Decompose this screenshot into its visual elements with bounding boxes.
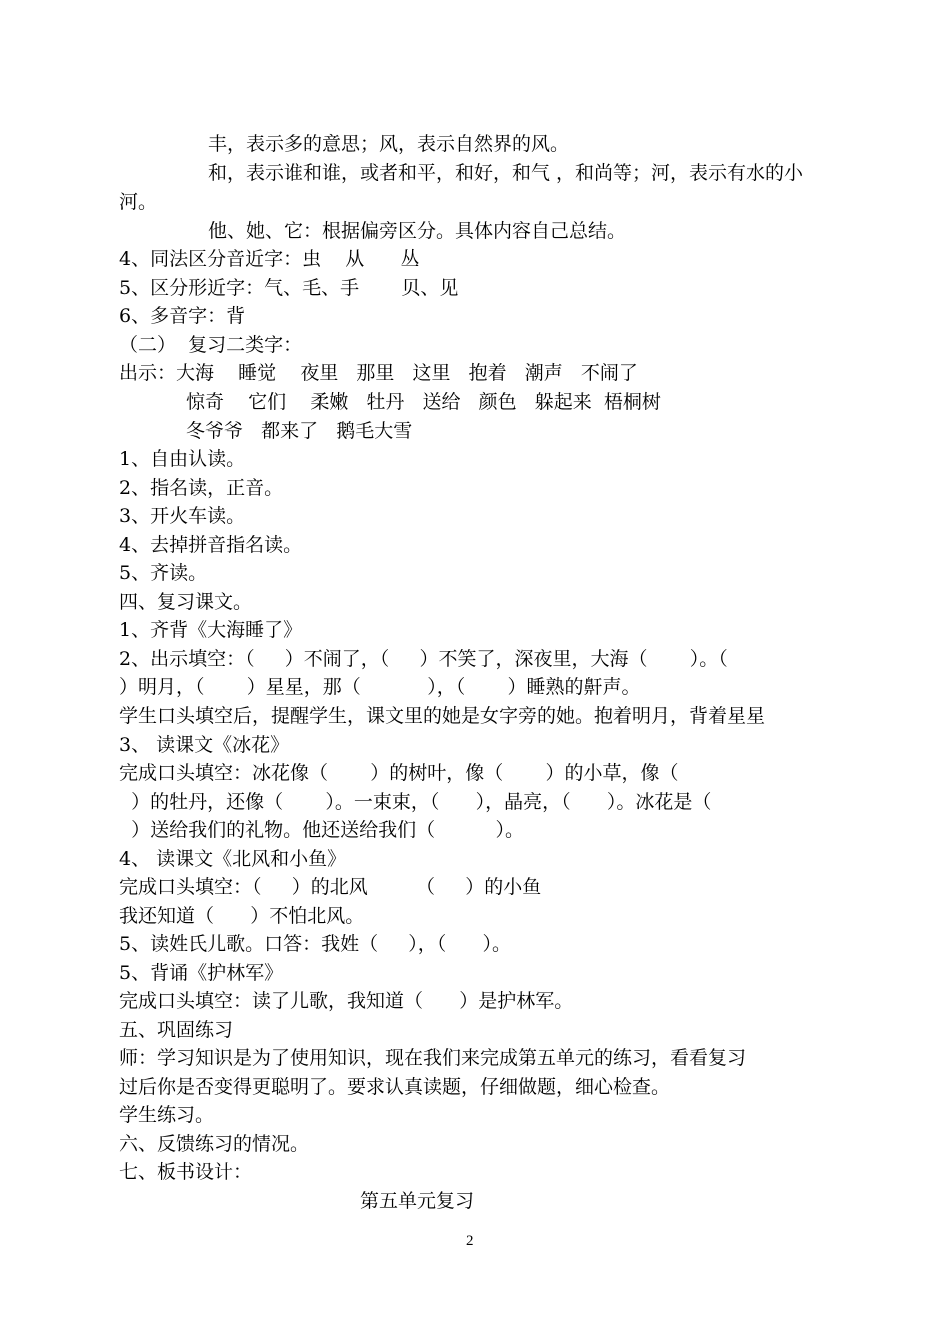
text-line: 过后你是否变得更聪明了。要求认真读题，仔细做题，细心检查。	[119, 1076, 671, 1098]
text-line: ）的牡丹，还像（ ）。一束束，（ ），晶亮，（ ）。冰花是（	[119, 791, 712, 813]
text-line: 五、巩固练习	[119, 1019, 234, 1041]
text-line: 丰，表示多的意思；风，表示自然界的风。	[208, 133, 570, 155]
text-line: 5、背诵《护林军》	[119, 962, 284, 984]
text-line: 1、齐背《大海睡了》	[119, 619, 303, 641]
text-line: 6、多音字：背	[119, 305, 246, 327]
text-line: 完成口头填空：冰花像（ ）的树叶，像（ ）的小草，像（	[119, 762, 679, 784]
text-line: 2、指名读，正音。	[119, 477, 284, 499]
text-line: 和，表示谁和谁，或者和平，和好，和气 ，和尚等；河，表示有水的小	[208, 162, 804, 184]
board-design-title: 第五单元复习	[360, 1190, 475, 1212]
text-line: 河。	[119, 191, 158, 213]
text-line: 出示：大海 睡觉 夜里 那里 这里 抱着 潮声 不闹了	[119, 362, 638, 384]
text-line: 学生练习。	[119, 1104, 215, 1126]
text-line: 完成口头填空：（ ）的北风 （ ）的小鱼	[119, 876, 542, 898]
text-line: 2、出示填空：（ ）不闹了，（ ）不笑了，深夜里，大海（ ）。（	[119, 648, 728, 670]
text-line: 学生口头填空后，提醒学生，课文里的她是女字旁的她。抱着明月，背着星星	[119, 705, 766, 727]
text-line: 5、区分形近字：气、毛、手 贝、见	[119, 277, 459, 299]
text-line: 四、复习课文。	[119, 591, 253, 613]
text-line: （二） 复习二类字：	[119, 334, 303, 356]
page-number: 2	[466, 1233, 474, 1249]
text-line: 我还知道（ ）不怕北风。	[119, 905, 365, 927]
text-line: 1、自由认读。	[119, 448, 246, 470]
text-line: 5、读姓氏儿歌。口答：我姓（ ），（ ）。	[119, 933, 512, 955]
text-line: 冬爷爷 都来了 鹅毛大雪	[186, 420, 413, 442]
text-line: ）明月，（ ）星星，那（ ），（ ）睡熟的鼾声。	[119, 676, 641, 698]
text-line: 他、她、它：根据偏旁区分。具体内容自己总结。	[208, 220, 627, 242]
text-line: 4、去掉拼音指名读。	[119, 534, 303, 556]
text-line: ）送给我们的礼物。他还送给我们（ ）。	[119, 819, 524, 841]
text-line: 3、开火车读。	[119, 505, 246, 527]
text-line: 4、同法区分音近字：虫 从 丛	[119, 248, 420, 270]
text-line: 惊奇 它们 柔嫩 牡丹 送给 颜色 躲起来 梧桐树	[186, 391, 661, 413]
text-line: 完成口头填空：读了儿歌，我知道（ ）是护林军。	[119, 990, 574, 1012]
text-line: 六、反馈练习的情况。	[119, 1133, 310, 1155]
text-line: 3、 读课文《冰花》	[119, 734, 290, 756]
text-line: 七、板书设计：	[119, 1161, 253, 1183]
text-line: 5、齐读。	[119, 562, 208, 584]
text-line: 4、 读课文《北风和小鱼》	[119, 848, 347, 870]
text-line: 师：学习知识是为了使用知识，现在我们来完成第五单元的练习，看看复习	[119, 1047, 747, 1069]
